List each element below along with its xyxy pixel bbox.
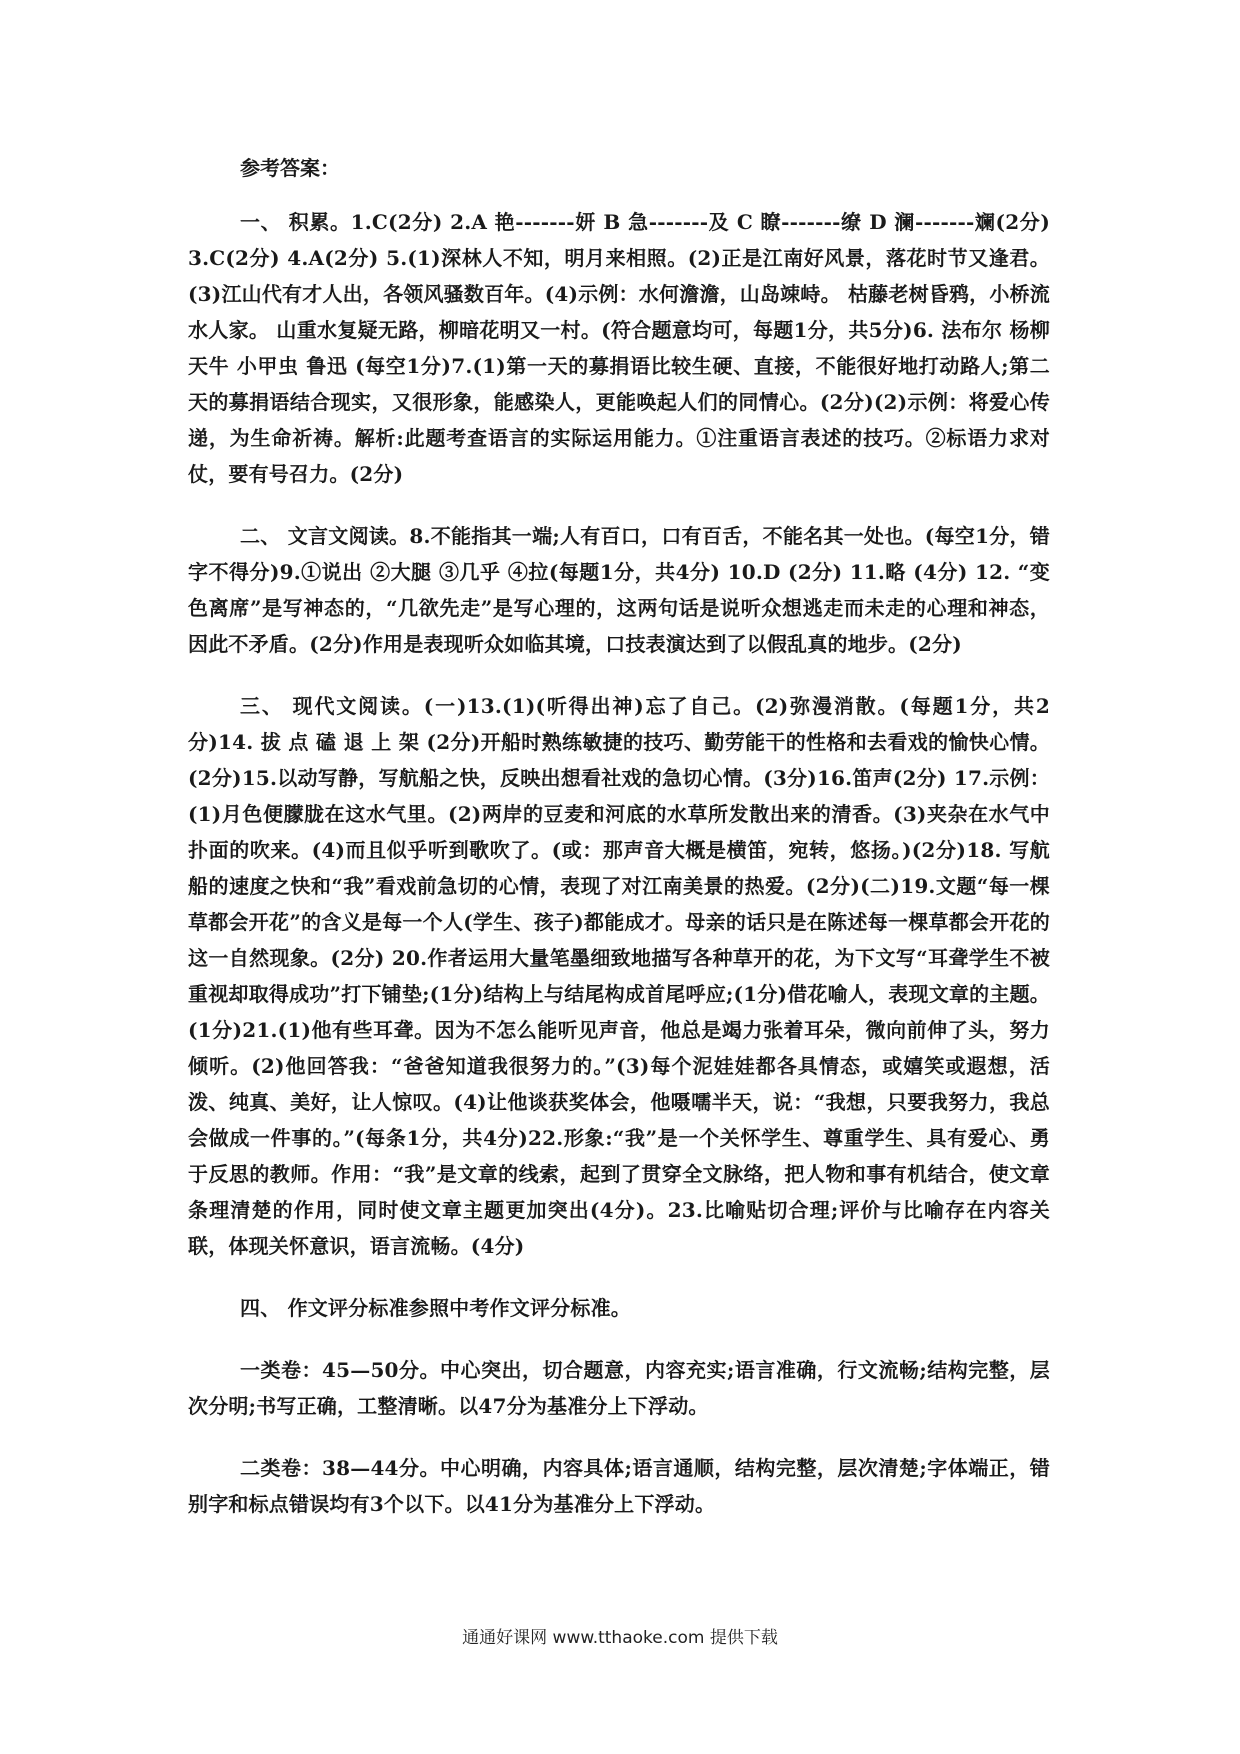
essay-grade-1: 一类卷：45—50分。中心突出，切合题意，内容充实;语言准确，行文流畅;结构完整，层次分明;书写正确，工整清晰。以47分为基准分上下浮动。	[188, 1358, 1050, 1418]
page-title: 参考答案：	[240, 156, 340, 180]
section-4-essay-standard: 四、 作文评分标准参照中考作文评分标准。	[240, 1296, 631, 1320]
answer-document	[188, 150, 1050, 1548]
page-footer: 通通好课网 www.tthaoke.com 提供下载	[462, 1628, 778, 1648]
section-3-modern-reading: 三、 现代文阅读。(一)13.(1)(听得出神)忘了自己。(2)弥漫消散。(每题1分，共2分)14. 拔 点 磕 退 上 架 (2分)开船时熟练敏捷的技巧、勤劳能干的性格和去看戏的愉快心情。(2分)15.以动写静，写航船之快，反映出想看社戏的急切心情。(3分)16.笛声(2分) 17.示例：(1)月色便朦胧在这水气里。(2)两岸的豆麦和河底的水草所发散出来的清香。(3)夹杂在水气中扑面的吹来。(4)而且似乎听到歌吹了。(或：那声音大概是横笛，宛转，悠扬。)(2分)18. 写航船的速度之快和“我”看戏前急切的心情，表现了对江南美景的热爱。(2分)(二)19.文题“每一棵草都会开花”的含义是每一个人(学生、孩子)都能成才。母亲的话只是在陈述每一棵草都会开花的这一自然现象。(2分) 20.作者运用大量笔墨细致地描写各种草开的花，为下文写“耳聋学生不被重视却取得成功”打下铺垫;(1分)结构上与结尾构成首尾呼应;(1分)借花喻人，表现文章的主题。(1分)21.(1)他有些耳聋。因为不怎么能听见声音，他总是竭力张着耳朵，微向前伸了头，努力倾听。(2)他回答我：“爸爸知道我很努力的。”(3)每个泥娃娃都各具情态，或嬉笑或遐想，活泼、纯真、美好，让人惊叹。(4)让他谈获奖体会，他嗫嚅半天，说：“我想，只要我努力，我总会做成一件事的。”(每条1分，共4分)22.形象:“我”是一个关怀学生、尊重学生、具有爱心、勇于反思的教师。作用：“我”是文章的线索，起到了贯穿全文脉络，把人物和事有机结合，使文章条理清楚的作用，同时使文章主题更加突出(4分)。23.比喻贴切合理;评价与比喻存在内容关联，体现关怀意识，语言流畅。(4分)	[188, 694, 1050, 1258]
section-2-classical-reading: 二、 文言文阅读。8.不能指其一端;人有百口，口有百舌，不能名其一处也。(每空1分，错字不得分)9.①说出 ②大腿 ③几乎 ④拉(每题1分，共4分) 10.D (2分) 11.略 (4分) 12. “变色离席”是写神态的，“几欲先走”是写心理的，这两句话是说听众想逃走而未走的心理和神态，因此不矛盾。(2分)作用是表现听众如临其境，口技表演达到了以假乱真的地步。(2分)	[188, 524, 1050, 656]
section-1-accumulation: 一、 积累。1.C(2分) 2.A 艳-------妍 B 急-------及 C 瞭-------缭 D 澜-------斓(2分) 3.C(2分) 4.A(2分) 5.(1)深林人不知，明月来相照。(2)正是江南好风景，落花时节又逢君。(3)江山代有才人出，各领风骚数百年。(4)示例：水何澹澹，山岛竦峙。 枯藤老树昏鸦，小桥流水人家。 山重水复疑无路，柳暗花明又一村。(符合题意均可，每题1分，共5分)6. 法布尔 杨柳天牛 小甲虫 鲁迅 (每空1分)7.(1)第一天的募捐语比较生硬、直接，不能很好地打动路人;第二天的募捐语结合现实，又很形象，能感染人，更能唤起人们的同情心。(2分)(2)示例：将爱心传递，为生命祈祷。解析:此题考查语言的实际运用能力。①注重语言表述的技巧。②标语力求对仗，要有号召力。(2分)	[188, 210, 1050, 486]
essay-grade-2: 二类卷：38—44分。中心明确，内容具体;语言通顺，结构完整，层次清楚;字体端正，错别字和标点错误均有3个以下。以41分为基准分上下浮动。	[188, 1456, 1050, 1516]
